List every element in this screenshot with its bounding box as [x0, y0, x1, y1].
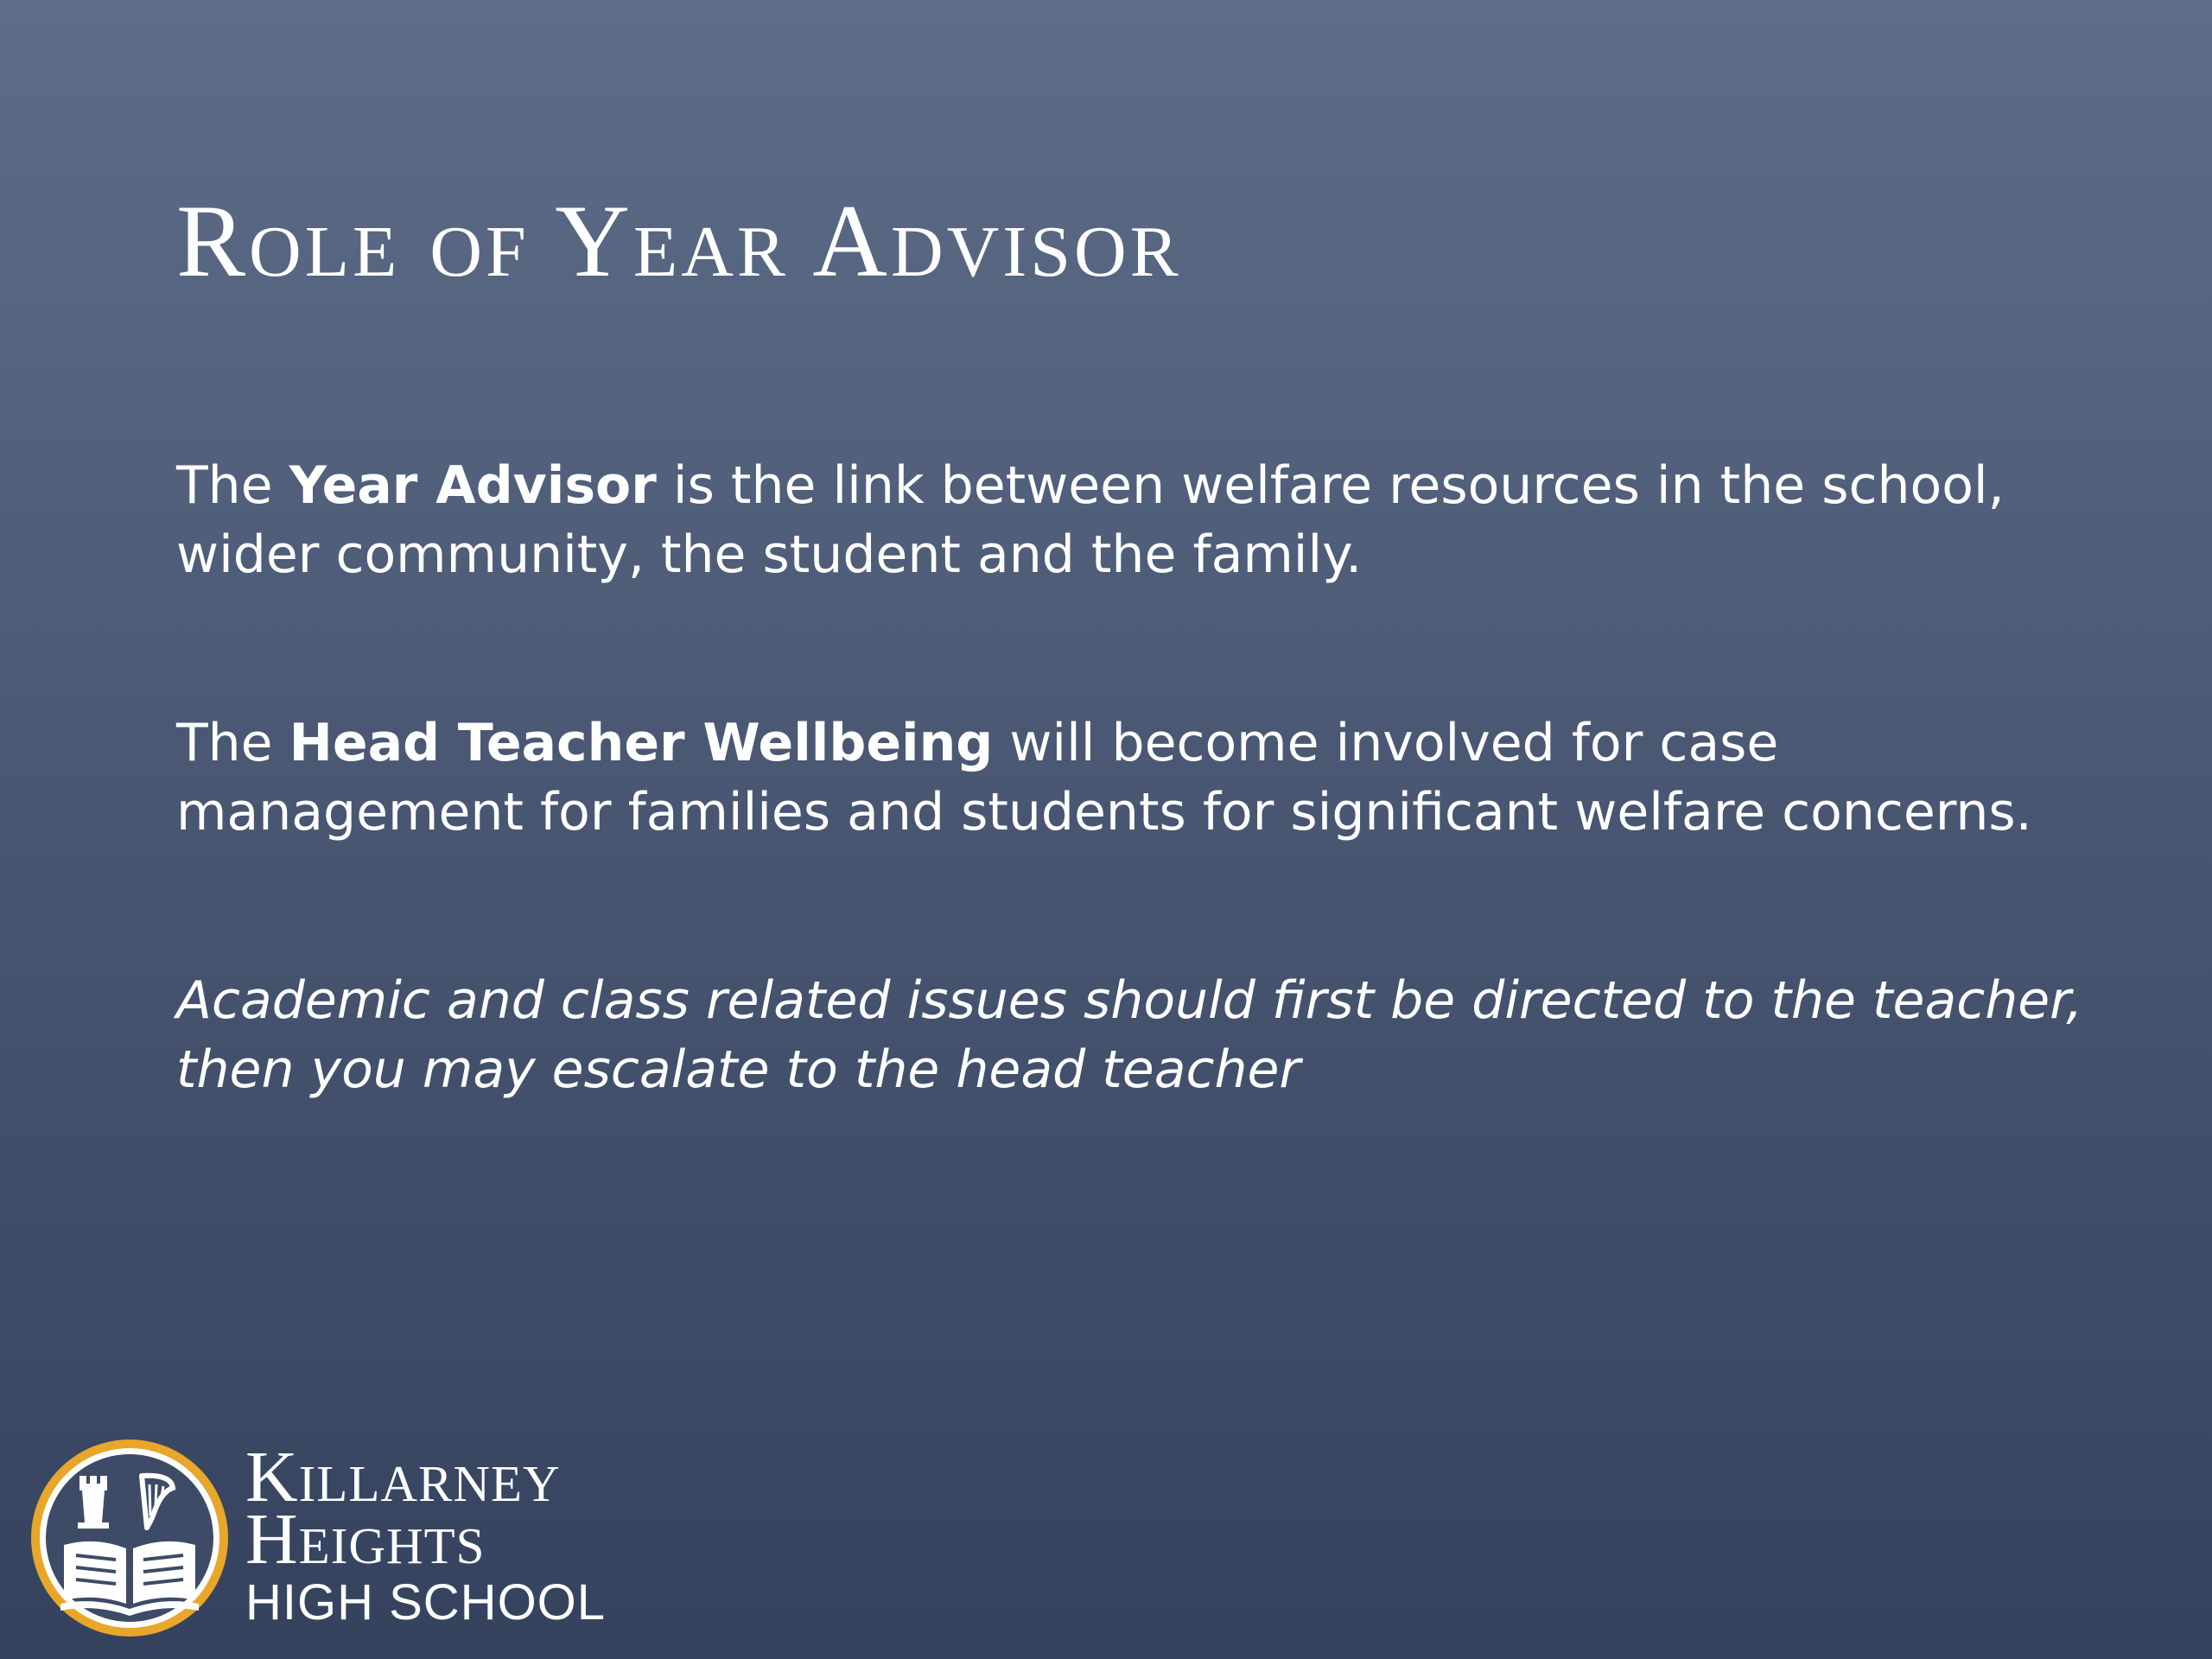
paragraph-2-post: will become involved for case management for families and students for significant welfare concerns.	[176, 713, 2032, 842]
paragraph-1-pre: The	[176, 455, 289, 516]
paragraph-2-bold: Head Teacher Wellbeing	[289, 713, 994, 773]
paragraph-1-bold: Year Advisor	[289, 455, 657, 516]
paragraph-academic-issues: Academic and class related issues should first be directed to the teacher, then you may escalate to the head teacher	[176, 970, 2083, 1100]
paragraph-2-pre: The	[176, 713, 289, 773]
paragraph-year-advisor	[176, 451, 2112, 589]
school-name-line-2: Heights	[245, 1499, 486, 1580]
paragraph-1-post: is the link between welfare resources in the school, wider community, the student and the family.	[176, 455, 2005, 585]
school-name	[245, 1437, 607, 1631]
school-name-line-3: HIGH SCHOOL	[245, 1574, 607, 1630]
paragraph-head-teacher	[176, 709, 2112, 847]
school-name-line-1: Killarney	[245, 1437, 561, 1517]
school-crest-icon	[26, 1434, 233, 1642]
school-logo	[26, 1434, 665, 1642]
slide-title: Role of Year Advisor	[176, 183, 1182, 298]
